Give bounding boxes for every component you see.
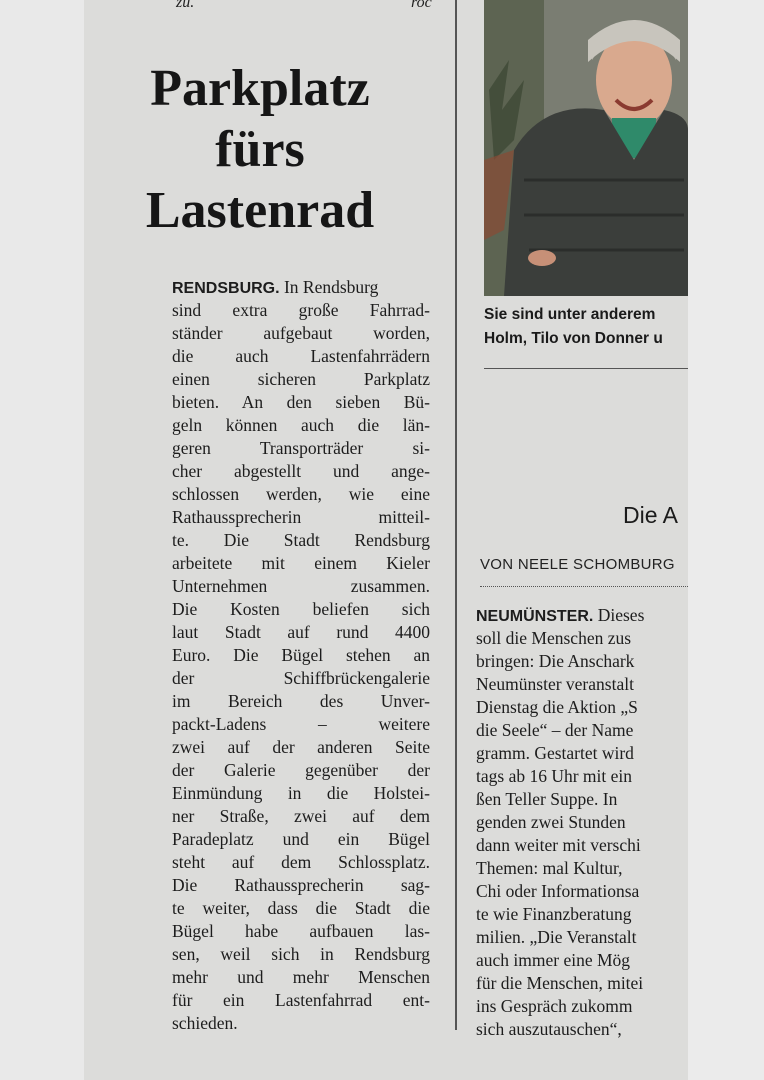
news-photo	[484, 0, 688, 296]
article-line: die Seele“ – der Name	[476, 720, 634, 740]
article-headline	[92, 58, 428, 241]
article-line: für die Menschen, mitei	[476, 973, 644, 993]
article-line: packt-Ladens – weitere	[172, 714, 430, 734]
article-line: schieden.	[172, 1013, 238, 1033]
article-body	[172, 276, 430, 1035]
article-line: zwei auf der anderen Seite	[172, 737, 430, 757]
article-line: arbeitete mit einem Kieler	[172, 553, 430, 573]
top-text-fragment: roc	[411, 0, 432, 11]
article-line: Paradeplatz und ein Bügel	[172, 829, 430, 849]
article-line: Rathaussprecherin mitteil-	[172, 507, 430, 527]
second-article-dateline: NEUMÜNSTER.	[476, 608, 594, 625]
article-line: te wie Finanzberatung	[476, 904, 632, 924]
article-line: sind extra große Fahrrad-	[172, 300, 430, 320]
article-line: bieten. An den sieben Bü-	[172, 392, 430, 412]
article-line: Die Kosten beliefen sich	[172, 599, 430, 619]
article-line: die auch Lastenfahrrädern	[172, 346, 430, 366]
column-rule	[455, 0, 457, 1030]
article-line: cher abgestellt und ange-	[172, 461, 430, 481]
article-line: im Bereich des Unver-	[172, 691, 430, 711]
article-line: Chi oder Informationsa	[476, 881, 640, 901]
article-line: Themen: mal Kultur,	[476, 858, 623, 878]
byline: VON NEELE SCHOMBURG	[480, 556, 675, 573]
article-line: geln können auch die län-	[172, 415, 430, 435]
article-line: sich auszutauschen“,	[476, 1019, 622, 1039]
page-margin	[688, 0, 764, 1080]
article-line: soll die Menschen zus	[476, 628, 632, 648]
article-line: te weiter, dass die Stadt die	[172, 898, 430, 918]
article-dateline: RENDSBURG.	[172, 280, 280, 297]
article-line: geren Transporträder si-	[172, 438, 430, 458]
photo-caption	[484, 303, 688, 351]
caption-line: Holm, Tilo von Donner u	[484, 330, 663, 347]
article-line: für ein Lastenfahrrad ent-	[172, 990, 430, 1010]
article-line: einen sicheren Parkplatz	[172, 369, 430, 389]
headline-line: Parkplatz	[150, 60, 370, 117]
article-line: mehr und mehr Menschen	[172, 967, 430, 987]
article-line: gramm. Gestartet wird	[476, 743, 634, 763]
article-line: milien. „Die Veranstalt	[476, 927, 637, 947]
article-line: sen, weil sich in Rendsburg	[172, 944, 430, 964]
article-line: bringen: Die Anschark	[476, 651, 635, 671]
caption-line: Sie sind unter anderem	[484, 306, 656, 323]
woman-photo-illustration	[484, 0, 688, 296]
byline-rule	[480, 586, 688, 587]
article-line: ständer aufgebaut worden,	[172, 323, 430, 343]
headline-line: fürs	[215, 121, 305, 178]
top-text-fragment: zu.	[176, 0, 195, 11]
article-line: Dieses	[593, 605, 645, 625]
article-line: ner Straße, zwei auf dem	[172, 806, 430, 826]
article-line: ins Gespräch zukomm	[476, 996, 633, 1016]
article-line: In Rendsburg	[279, 277, 379, 297]
article-line: Bügel habe aufbauen las-	[172, 921, 430, 941]
second-article-body	[476, 604, 688, 1041]
article-line: Einmündung in die Holstei-	[172, 783, 430, 803]
article-line: te. Die Stadt Rendsburg	[172, 530, 430, 550]
article-line: Neumünster veranstalt	[476, 674, 634, 694]
article-line: steht auf dem Schlossplatz.	[172, 852, 430, 872]
headline-line: Lastenrad	[145, 182, 375, 239]
article-line: schlossen werden, wie eine	[172, 484, 430, 504]
article-line: Euro. Die Bügel stehen an	[172, 645, 430, 665]
article-line: tags ab 16 Uhr mit ein	[476, 766, 633, 786]
article-line: ßen Teller Suppe. In	[476, 789, 618, 809]
second-article-headline: Die A	[623, 502, 678, 528]
article-line: der Galerie gegenüber der	[172, 760, 430, 780]
article-line: Die Rathaussprecherin sag-	[172, 875, 430, 895]
article-line: Dienstag die Aktion „S	[476, 697, 638, 717]
section-rule	[484, 368, 688, 369]
article-line: auch immer eine Mög	[476, 950, 631, 970]
article-line: dann weiter mit verschi	[476, 835, 641, 855]
article-line: Unternehmen zusammen.	[172, 576, 430, 596]
article-line: laut Stadt auf rund 4400	[172, 622, 430, 642]
article-line: der Schiffbrückengalerie	[172, 668, 430, 688]
article-line: genden zwei Stunden	[476, 812, 626, 832]
